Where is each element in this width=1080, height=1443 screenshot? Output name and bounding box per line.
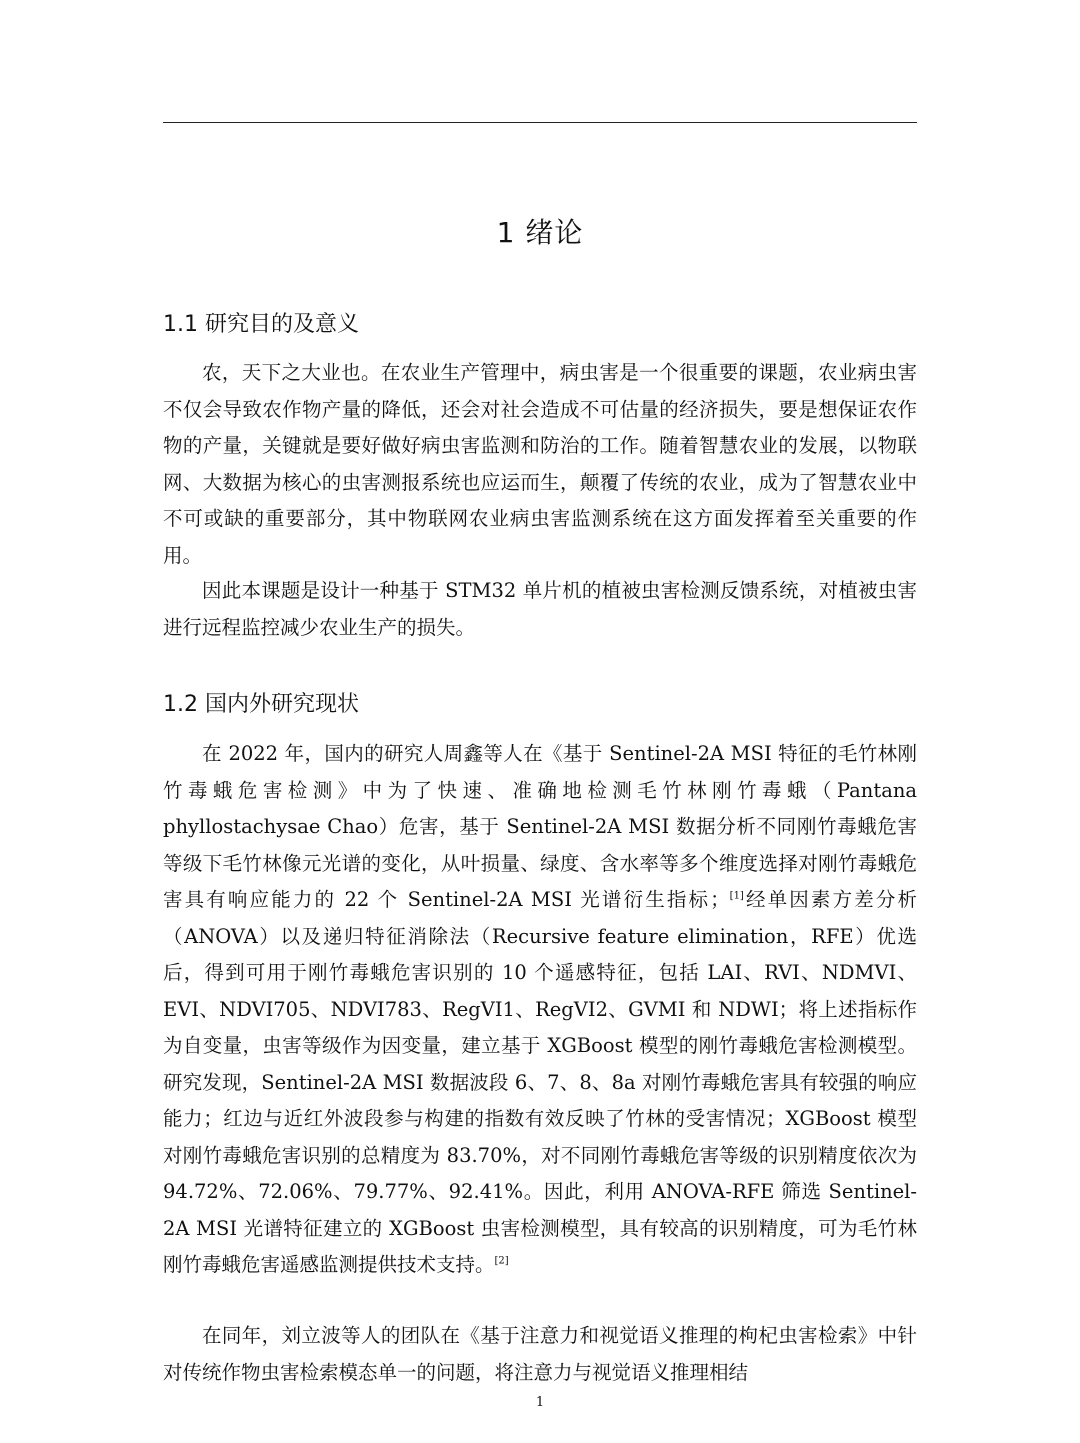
paragraph-domestic-research (163, 736, 917, 1284)
citation-ref-2: [2] (494, 1255, 509, 1267)
paragraph-same-year-research: 在同年，刘立波等人的团队在《基于注意力和视觉语义推理的枸杞虫害检索》中针对传统作物虫害检索模态单一的问题，将注意力与视觉语义推理相结 (163, 1324, 917, 1384)
paragraph-text-part-1: 在 2022 年，国内的研究人周鑫等人在《基于 Sentinel-2A MSI 特征的毛竹林刚竹毒蛾危害检测》中为了快速、准确地检测毛竹林刚竹毒蛾（Pantana phyllostachysae Chao）危害，基于 Sentinel-2A MSI 数据分析不同刚竹毒蛾危害等级下毛竹林像元光谱的变化，从叶损量、绿度、含水率等多个维度选择对刚竹毒蛾危害具有响应能力的 22 个 Sentinel-2A MSI 光谱衍生指标； (163, 742, 917, 911)
page-number: 1 (535, 1395, 545, 1410)
section-heading-1-1: 1.1 研究目的及意义 (163, 312, 359, 337)
paragraph-text-part-2: 经单因素方差分析（ANOVA）以及递归特征消除法（Recursive feature elimination，RFE）优选后，得到可用于刚竹毒蛾危害识别的 10 个遥感特征，包括 LAI、RVI、NDMVI、EVI、NDVI705、NDVI783、RegVI1、RegVI2、GVMI 和 NDWI；将上述指标作为自变量，虫害等级作为因变量，建立基于 XGBoost 模型的刚竹毒蛾危害检测模型。研究发现，Sentinel-2A MSI 数据波段 6、7、8、8a 对刚竹毒蛾危害具有较强的响应能力；红边与近红外波段参与构建的指数有效反映了竹林的受害情况；XGBoost 模型对刚竹毒蛾危害识别的总精度为 83.70%，对不同刚竹毒蛾危害等级的识别精度依次为 94.72%、72.06%、79.77%、92.41%。因此，利用 ANOVA-RFE 筛选 Sentinel-2A MSI 光谱特征建立的 XGBoost 虫害检测模型，具有较高的识别精度，可为毛竹林刚竹毒蛾危害遥感监测提供技术支持。 (163, 888, 917, 1276)
paragraph-research-purpose: 农，天下之大业也。在农业生产管理中，病虫害是一个很重要的课题，农业病虫害不仅会导致农作物产量的降低，还会对社会造成不可估量的经济损失，要是想保证农作物的产量，关键就是要好做好病虫害监测和防治的工作。随着智慧农业的发展，以物联网、大数据为核心的虫害测报系统也应运而生，颠覆了传统的农业，成为了智慧农业中不可或缺的重要部分，其中物联网农业病虫害监测系统在这方面发挥着至关重要的作用。 (163, 361, 917, 567)
section-heading-1-2: 1.2 国内外研究现状 (163, 692, 359, 717)
citation-ref-1: [1] (729, 890, 744, 902)
paragraph-project-aim: 因此本课题是设计一种基于 STM32 单片机的植被虫害检测反馈系统，对植被虫害进行远程监控减少农业生产的损失。 (163, 579, 917, 639)
header-rule (163, 122, 917, 123)
chapter-title: 1 绪论 (496, 216, 584, 249)
